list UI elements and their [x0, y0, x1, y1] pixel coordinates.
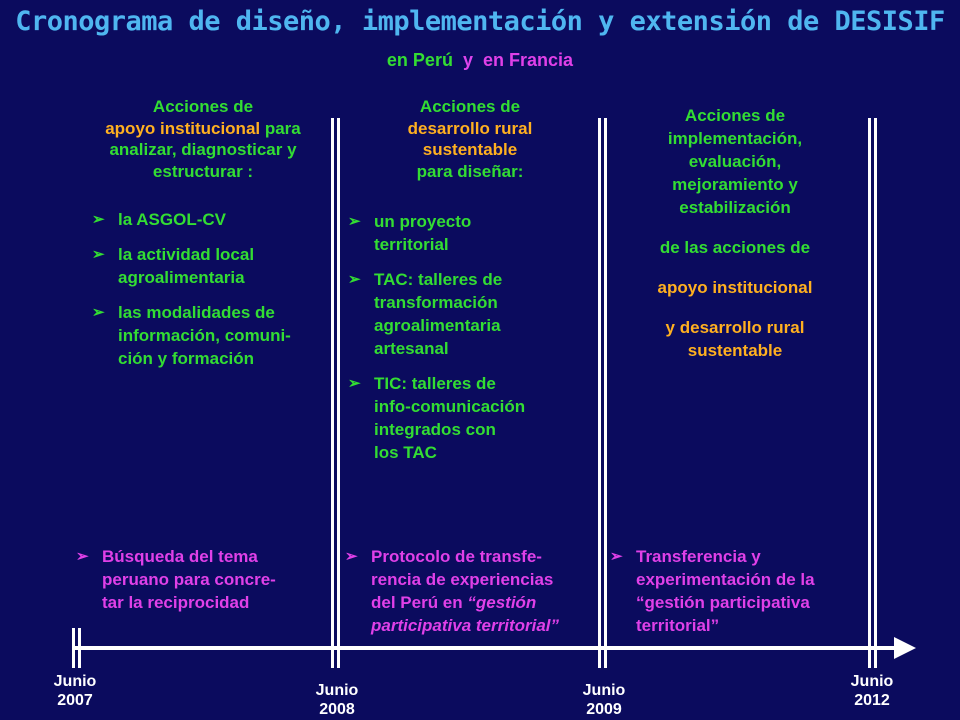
col2-head-line1: Acciones de [419, 97, 521, 116]
separator-2009 [598, 118, 607, 668]
list-item: ➢ un proyecto territorial [348, 212, 472, 254]
separator-2012 [868, 118, 877, 668]
col3-head-line3: evaluación, [688, 152, 782, 171]
bottom-item-2: ➢ Protocolo de transfe- rencia de experiencias del Perú en “gestión participativa territorial” [345, 547, 560, 635]
col3-head-line8: y desarrollo rural [665, 318, 805, 337]
subtitle-joiner: y [462, 50, 473, 70]
col3-head-line4: mejoramiento y [672, 175, 798, 194]
separator-2008 [331, 118, 340, 668]
arrow-bullet-icon: ➢ [92, 246, 105, 263]
bottom-item-3: ➢ Transferencia y experimentación de la “gestión participativa territorial” [610, 547, 815, 635]
col1-head-line4: estructurar : [152, 161, 254, 181]
arrow-bullet-icon: ➢ [345, 548, 358, 565]
col3-head-line5: estabilización [679, 198, 791, 217]
date-2012: Junio 2012 [850, 673, 894, 709]
list-item: ➢ TIC: talleres de info-comunicación integrados con los TAC [348, 374, 526, 462]
arrow-bullet-icon: ➢ [76, 548, 89, 565]
arrow-bullet-icon: ➢ [348, 213, 361, 230]
arrow-bullet-icon: ➢ [610, 548, 623, 565]
col3-head-line9: sustentable [687, 341, 783, 360]
col1-head-line3: analizar, diagnosticar y [109, 140, 297, 159]
col1-head-line2: apoyo institucional para [105, 118, 301, 138]
page-title: Cronograma de diseño, implementación y extensión de DESISIF [15, 6, 945, 37]
subtitle-peru: en Perú [386, 50, 453, 70]
col2-head-line3: sustentable [422, 140, 518, 159]
list-item: ➢ la actividad local agroalimentaria [92, 245, 255, 287]
col3-head-line6: de las acciones de [659, 238, 811, 257]
col3-head-line1: Acciones de [684, 106, 786, 125]
separator-2007 [72, 628, 81, 668]
col3-head-line7: apoyo institucional [657, 278, 813, 297]
arrow-bullet-icon: ➢ [348, 375, 361, 392]
col2-head-line2: desarrollo rural [407, 118, 533, 138]
col1-head-line1: Acciones de [152, 97, 254, 116]
col2-head-line4: para diseñar: [416, 161, 524, 181]
bottom-item-1: ➢ Búsqueda del tema peruano para concre- tar la reciprocidad [76, 547, 276, 612]
date-2009: Junio 2009 [582, 682, 626, 718]
arrow-bullet-icon: ➢ [348, 271, 361, 288]
list-item: ➢ la ASGOL-CV [92, 210, 226, 229]
arrow-right-icon [894, 637, 916, 659]
col3-head-line2: implementación, [667, 129, 803, 148]
date-2007: Junio 2007 [53, 673, 97, 709]
arrow-bullet-icon: ➢ [92, 304, 105, 321]
date-2008: Junio 2008 [315, 682, 359, 718]
arrow-bullet-icon: ➢ [92, 211, 105, 228]
list-item: ➢ las modalidades de información, comuni- ción y formación [92, 303, 291, 368]
subtitle-francia: en Francia [483, 50, 574, 70]
list-item: ➢ TAC: talleres de transformación agroalimentaria artesanal [348, 270, 503, 358]
